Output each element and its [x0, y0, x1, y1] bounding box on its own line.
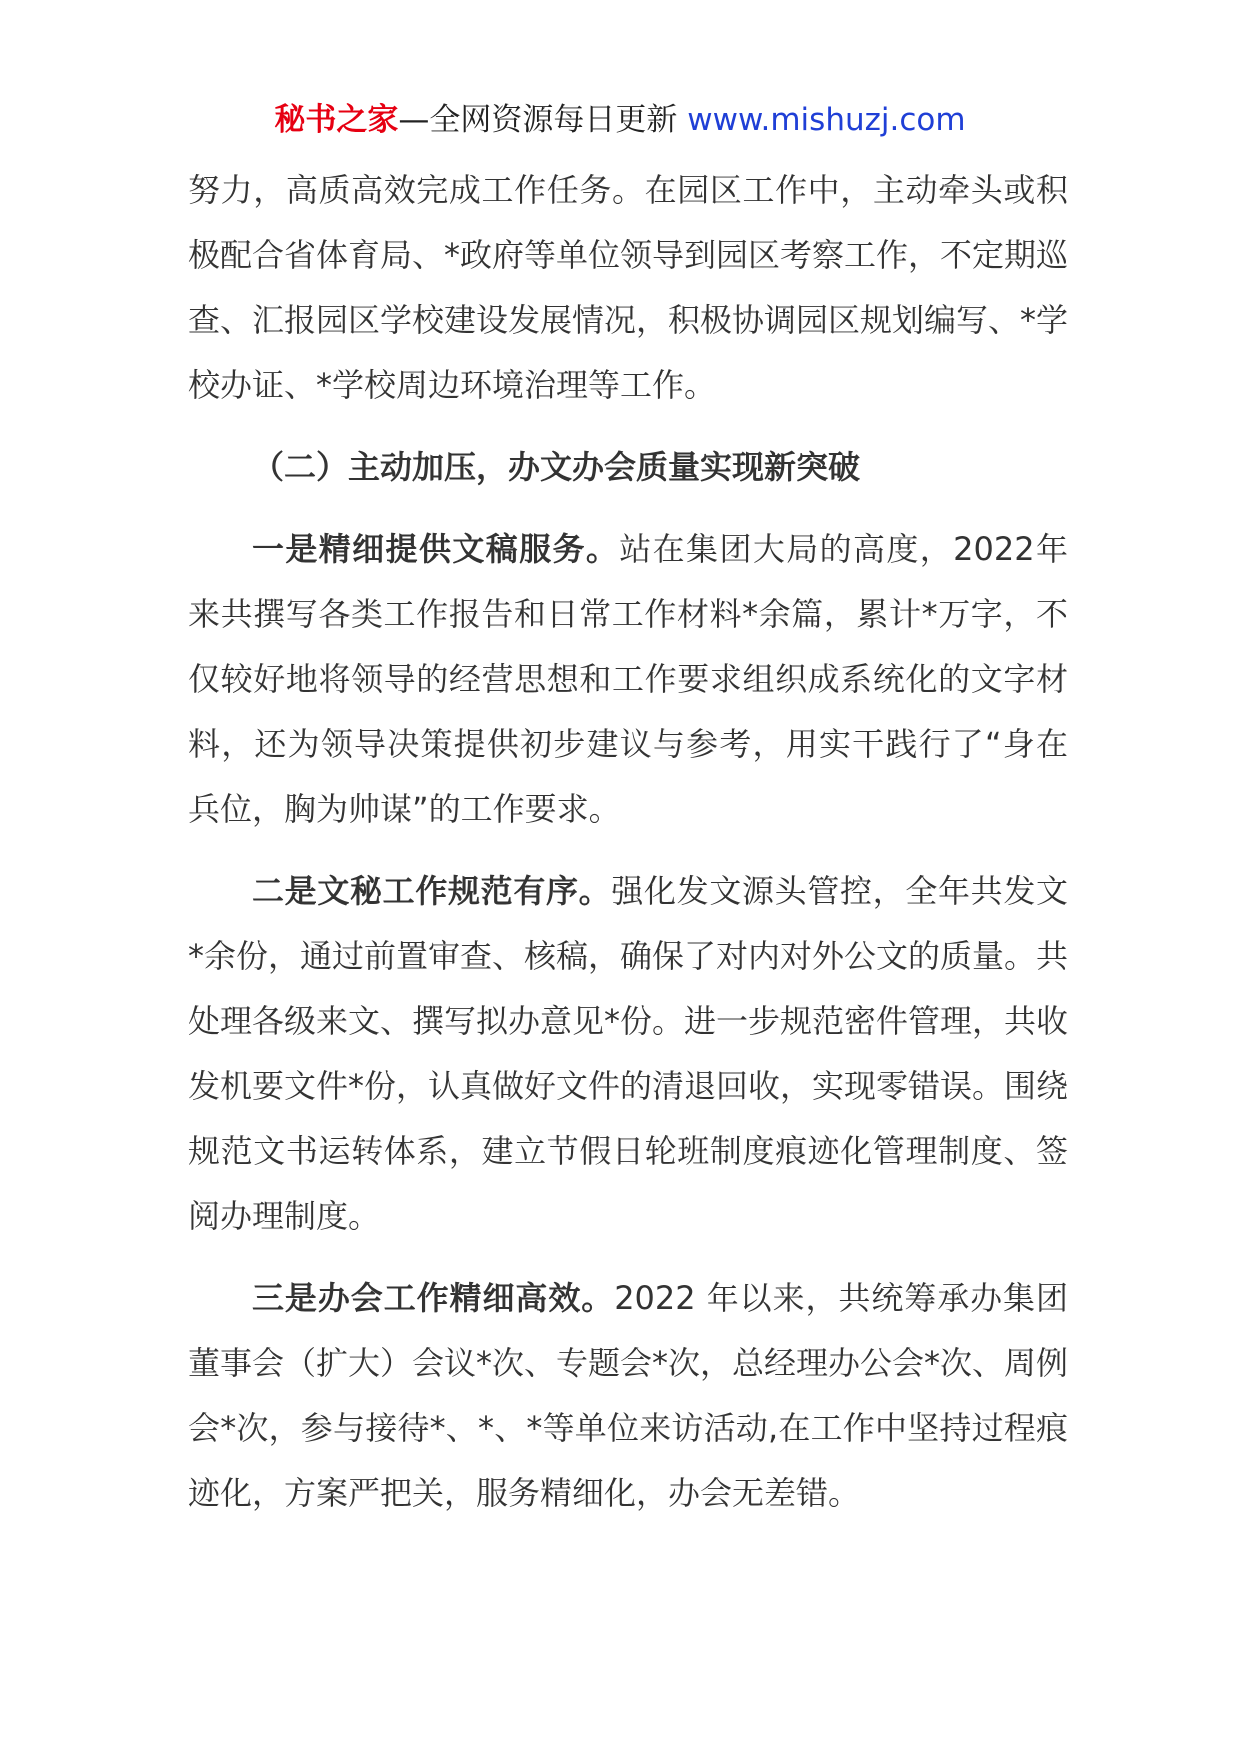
- section-heading: （二）主动加压，办文办会质量实现新突破: [252, 448, 861, 486]
- paragraph-lead: 二是文秘工作规范有序。: [252, 872, 612, 910]
- paragraph-text: 2022 年以来，共统筹承办集团董事会（扩大）会议*次、专题会*次，总经理办公会*次、周例会*次，参与接待*、*、*等单位来访活动,在工作中坚持过程痕迹化，方案严把关，服务精细化，办会无差错。: [188, 1279, 1069, 1512]
- paragraph-text: 站在集团大局的高度，2022年来共撰写各类工作报告和日常工作材料*余篇，累计*万字，不仅较好地将领导的经营思想和工作要求组织成系统化的文字材料，还为领导决策提供初步建议与参考，用实干践行了“身在兵位，胸为帅谋”的工作要求。: [188, 530, 1068, 828]
- paragraph-lead: 三是办会工作精细高效。: [252, 1279, 615, 1317]
- site-slogan: —全网资源每日更新: [398, 102, 688, 138]
- paragraph-lead: 一是精细提供文稿服务。: [252, 530, 620, 568]
- document-body: [188, 158, 1068, 1526]
- site-url-link[interactable]: www.mishuzj.com: [687, 102, 966, 138]
- paragraph-meeting-work: [188, 1266, 1068, 1526]
- paragraph-secretarial-work: [188, 859, 1068, 1249]
- site-header: [0, 100, 1240, 140]
- paragraph-drafting-service: [188, 517, 1068, 842]
- paragraph-continuation: 努力，高质高效完成工作任务。在园区工作中，主动牵头或积极配合省体育局、*政府等单位领导到园区考察工作，不定期巡查、汇报园区学校建设发展情况，积极协调园区规划编写、*学校办证、*学校周边环境治理等工作。: [188, 171, 1069, 404]
- site-brand: 秘书之家: [274, 102, 399, 138]
- paragraph-text: 强化发文源头管控，全年共发文*余份，通过前置审查、核稿，确保了对内对外公文的质量。共处理各级来文、撰写拟办意见*份。进一步规范密件管理，共收发机要文件*份，认真做好文件的清退回收，实现零错误。围绕规范文书运转体系，建立节假日轮班制度痕迹化管理制度、签阅办理制度。: [188, 872, 1069, 1235]
